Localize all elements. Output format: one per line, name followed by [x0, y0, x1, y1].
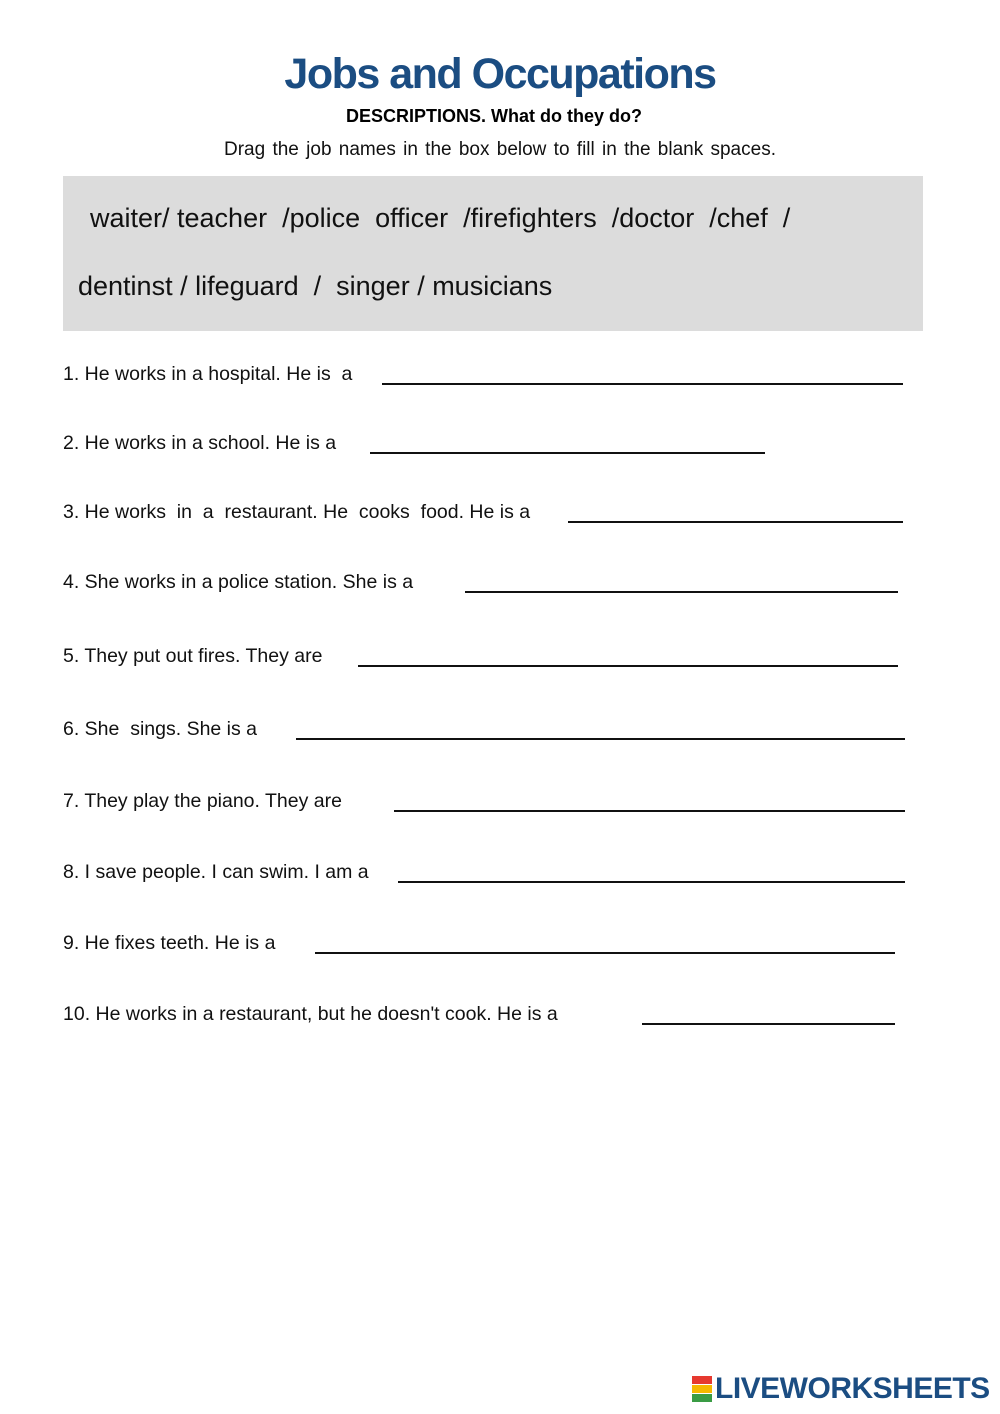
liveworksheets-logo: [692, 1372, 990, 1406]
word-bank-box: [63, 176, 923, 331]
question-6-text: 6. She sings. She is a: [63, 718, 258, 740]
liveworksheets-logo-icon: [692, 1376, 712, 1402]
logo-stripe: [692, 1385, 712, 1393]
word-bank-line: dentinst / lifeguard / singer / musicians: [78, 271, 553, 301]
logo-stripe: [692, 1376, 712, 1384]
answer-blank-7[interactable]: [394, 810, 905, 812]
answer-blank-5[interactable]: [358, 665, 898, 667]
question-7-text: 7. They play the piano. They are: [63, 790, 342, 812]
question-2-text: 2. He works in a school. He is a: [63, 432, 337, 454]
logo-stripe: [692, 1394, 712, 1402]
question-1-text: 1. He works in a hospital. He is a: [63, 363, 353, 385]
answer-blank-6[interactable]: [296, 738, 905, 740]
answer-blank-1[interactable]: [382, 383, 903, 385]
answer-blank-8[interactable]: [398, 881, 905, 883]
answer-blank-2[interactable]: [370, 452, 765, 454]
question-5-text: 5. They put out fires. They are: [63, 645, 323, 667]
instructions-text: Drag the job names in the box below to fill in the blank spaces.: [224, 139, 776, 160]
question-9-text: 9. He fixes teeth. He is a: [63, 932, 276, 954]
question-8-text: 8. I save people. I can swim. I am a: [63, 861, 369, 883]
answer-blank-4[interactable]: [465, 591, 898, 593]
question-4-text: 4. She works in a police station. She is a: [63, 571, 414, 593]
answer-blank-3[interactable]: [568, 521, 903, 523]
answer-blank-10[interactable]: [642, 1023, 895, 1025]
word-bank-line: waiter/ teacher /police officer /firefighters /doctor /chef /: [90, 203, 791, 233]
page-subtitle: DESCRIPTIONS. What do they do?: [346, 106, 642, 126]
answer-blank-9[interactable]: [315, 952, 895, 954]
page-title: Jobs and Occupations: [284, 50, 716, 98]
question-10-text: 10. He works in a restaurant, but he doesn't cook. He is a: [63, 1003, 558, 1025]
question-3-text: 3. He works in a restaurant. He cooks food. He is a: [63, 501, 531, 523]
logo-text: LIVEWORKSHEETS: [715, 1372, 990, 1405]
